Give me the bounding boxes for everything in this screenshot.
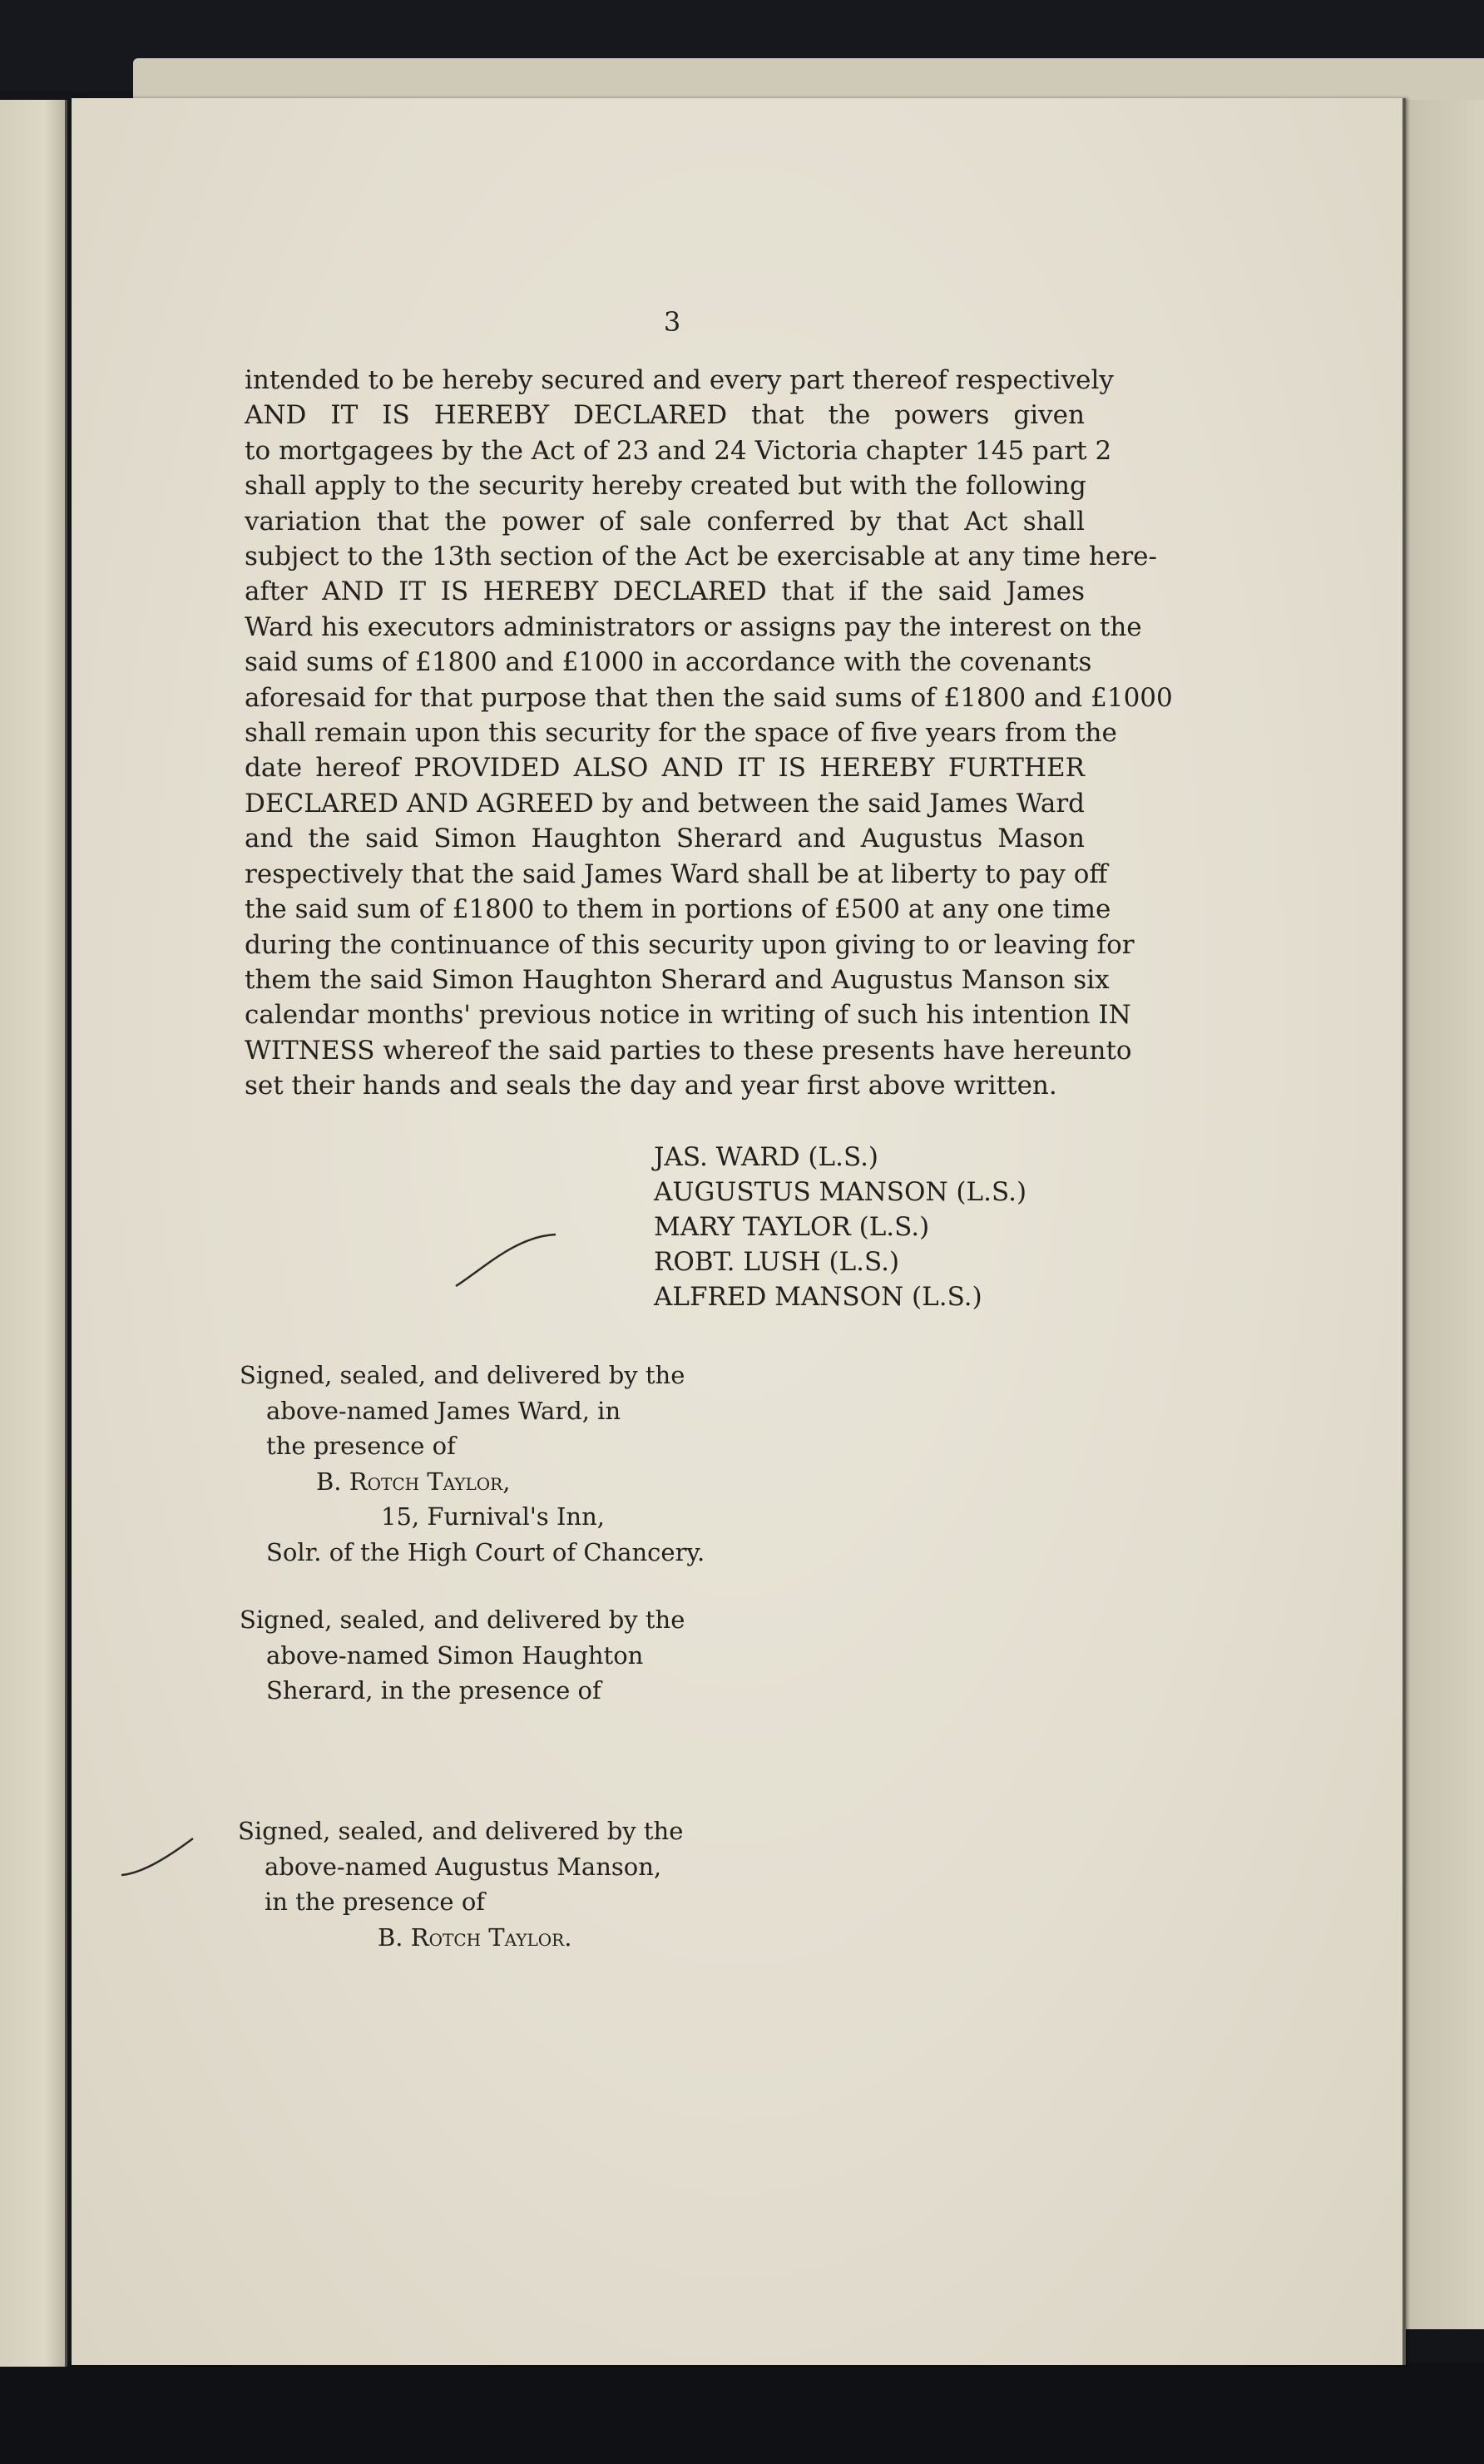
body-line: WITNESS whereof the said parties to these presents have hereunto bbox=[245, 1035, 1132, 1066]
body-line: DECLARED AND AGREED by and between the said James Ward bbox=[245, 788, 1085, 819]
body-line: AND IT IS HEREBY DECLARED that the powers given bbox=[245, 400, 1085, 431]
page-number: 3 bbox=[663, 306, 681, 338]
body-line: respectively that the said James Ward shall be at liberty to pay off bbox=[245, 858, 1108, 889]
body-line: said sums of £1800 and £1000 in accordance with the covenants bbox=[245, 647, 1092, 678]
attestation-line: Signed, sealed, and delivered by the bbox=[238, 1817, 684, 1845]
attestation-line: Signed, sealed, and delivered by the bbox=[240, 1361, 685, 1389]
signatory-list bbox=[654, 1140, 1026, 1314]
witness-name: B. Rotch Taylor, bbox=[316, 1467, 511, 1496]
signatory: ALFRED MANSON (L.S.) bbox=[654, 1282, 982, 1312]
deed-body-text bbox=[245, 363, 1173, 1104]
body-line: after AND IT IS HEREBY DECLARED that if the said James bbox=[245, 576, 1085, 607]
body-line: during the continuance of this security upon giving to or leaving for bbox=[245, 929, 1135, 960]
body-line: calendar months' previous notice in writing of such his intention IN bbox=[245, 1000, 1131, 1031]
attestation-clause-augustus-manson bbox=[238, 1813, 683, 1955]
body-line: to mortgagees by the Act of 23 and 24 Victoria chapter 145 part 2 bbox=[245, 435, 1112, 466]
pencil-tick-mark-icon bbox=[116, 1833, 200, 1883]
facing-page-edge bbox=[0, 100, 67, 2367]
attestation-clause-simon-sherard bbox=[240, 1602, 685, 1709]
attestation-line: Sherard, in the presence of bbox=[266, 1676, 601, 1705]
signatory: JAS. WARD (L.S.) bbox=[654, 1142, 879, 1172]
attestation-line: the presence of bbox=[266, 1432, 456, 1460]
body-line: Ward his executors administrators or assigns pay the interest on the bbox=[245, 611, 1142, 642]
body-line: shall remain upon this security for the space of five years from the bbox=[245, 718, 1117, 749]
body-line: shall apply to the security hereby created but with the following bbox=[245, 471, 1086, 502]
body-line: the said sum of £1800 to them in portions of £500 at any one time bbox=[245, 894, 1111, 925]
signatory: ROBT. LUSH (L.S.) bbox=[654, 1247, 900, 1277]
witness-title: Solr. of the High Court of Chancery. bbox=[266, 1537, 705, 1566]
signatory: MARY TAYLOR (L.S.) bbox=[654, 1212, 930, 1242]
attestation-line: in the presence of bbox=[265, 1888, 486, 1916]
pencil-tick-mark-icon bbox=[449, 1228, 566, 1294]
attestation-line: Signed, sealed, and delivered by the bbox=[240, 1606, 685, 1634]
attestation-line: above-named Simon Haughton bbox=[266, 1640, 644, 1670]
body-line: them the said Simon Haughton Sherard and Augustus Manson six bbox=[245, 964, 1110, 995]
body-line: aforesaid for that purpose that then the said sums of £1800 and £1000 bbox=[245, 682, 1173, 713]
attestation-clause-james-ward bbox=[240, 1358, 705, 1570]
body-line: variation that the power of sale conferred by that Act shall bbox=[245, 506, 1085, 537]
witness-name: B. Rotch Taylor. bbox=[378, 1922, 572, 1952]
attestation-line: above-named Augustus Manson, bbox=[265, 1852, 662, 1881]
witness-address: 15, Furnival's Inn, bbox=[381, 1502, 606, 1531]
body-line: intended to be hereby secured and every part thereof respectively bbox=[245, 365, 1114, 395]
body-line: set their hands and seals the day and year first above written. bbox=[245, 1071, 1057, 1101]
signatory: AUGUSTUS MANSON (L.S.) bbox=[654, 1177, 1027, 1207]
body-line: and the said Simon Haughton Sherard and Augustus Mason bbox=[245, 824, 1085, 854]
body-line: subject to the 13th section of the Act be exercisable at any time here- bbox=[245, 542, 1158, 572]
body-line: date hereof PROVIDED ALSO AND IT IS HEREBY FURTHER bbox=[245, 753, 1085, 784]
scan-background-bottom bbox=[0, 2363, 1484, 2464]
attestation-line: above-named James Ward, in bbox=[266, 1396, 621, 1425]
